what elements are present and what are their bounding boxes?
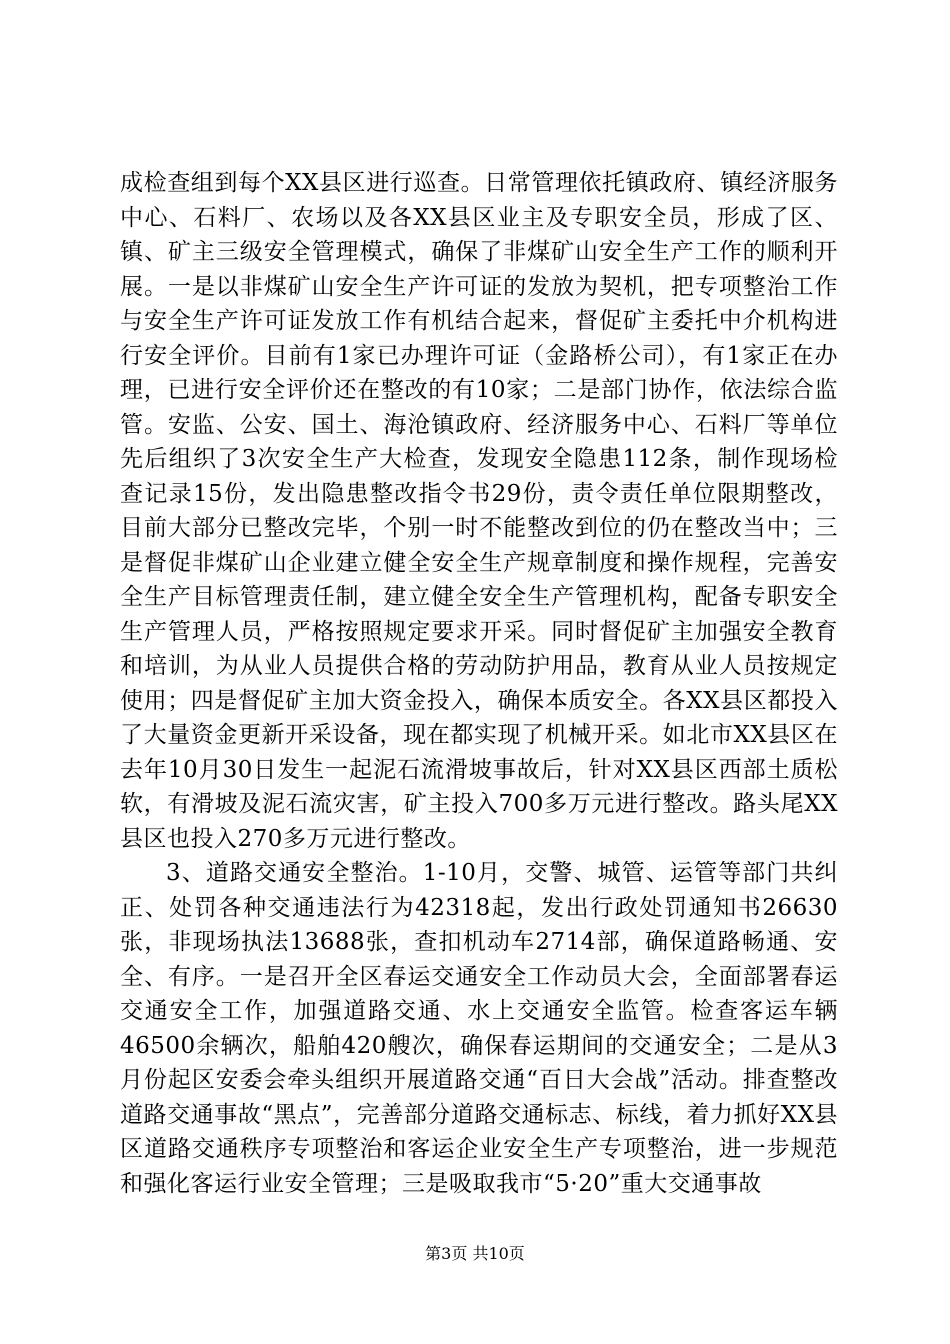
- paragraph-mine-safety: 成检查组到每个XX县区进行巡查。日常管理依托镇政府、镇经济服务中心、石料厂、农场以及各XX县区业主及专职安全员，形成了区、镇、矿主三级安全管理模式，确保了非煤矿山安全生产工作的顺利开展。一是以非煤矿山安全生产许可证的发放为契机，把专项整治工作与安全生产许可证发放工作有机结合起来，督促矿主委托中介机构进行安全评价。目前有1家已办理许可证（金路桥公司），有1家正在办理，已进行安全评价还在整改的有10家；二是部门协作，依法综合监管。安监、公安、国土、海沧镇政府、经济服务中心、石料厂等单位先后组织了3次安全生产大检查，发现安全隐患112条，制作现场检查记录15份，发出隐患整改指令书29份，责令责任单位限期整改，目前大部分已整改完毕，个别一时不能整改到位的仍在整改当中；三是督促非煤矿山企业建立健全安全生产规章制度和操作规程，完善安全生产目标管理责任制，建立健全安全生产管理机构，配备专职安全生产管理人员，严格按照规定要求开采。同时督促矿主加强安全教育和培训，为从业人员提供合格的劳动防护用品，教育从业人员按规定使用；四是督促矿主加大资金投入，确保本质安全。各XX县区都投入了大量资金更新开采设备，现在都实现了机械开采。如北市XX县区在去年10月30日发生一起泥石流滑坡事故后，针对XX县区西部土质松软，有滑坡及泥石流灾害，矿主投入700多万元进行整改。路头尾XX县区也投入270多万元进行整改。: [120, 170, 838, 852]
- page-number-footer: 第3页 共10页: [425, 1244, 525, 1263]
- paragraph-road-traffic-safety: 3、道路交通安全整治。1-10月，交警、城管、运管等部门共纠正、处罚各种交通违法行为42318起，发出行政处罚通知书26630张，非现场执法13688张，查扣机动车2714部，确保道路畅通、安全、有序。一是召开全区春运交通安全工作动员大会，全面部署春运交通安全工作，加强道路交通、水上交通安全监管。检查客运车辆46500余辆次，船舶420艘次，确保春运期间的交通安全；二是从3月份起区安委会牵头组织开展道路交通“百日大会战”活动。排查整改道路交通事故“黑点”，完善部分道路交通标志、标线，着力抓好XX县区道路交通秩序专项整治和客运企业安全生产专项整治，进一步规范和强化客运行业安全管理；三是吸取我市“5·20”重大交通事故: [120, 860, 838, 1197]
- document-body: [120, 166, 838, 1201]
